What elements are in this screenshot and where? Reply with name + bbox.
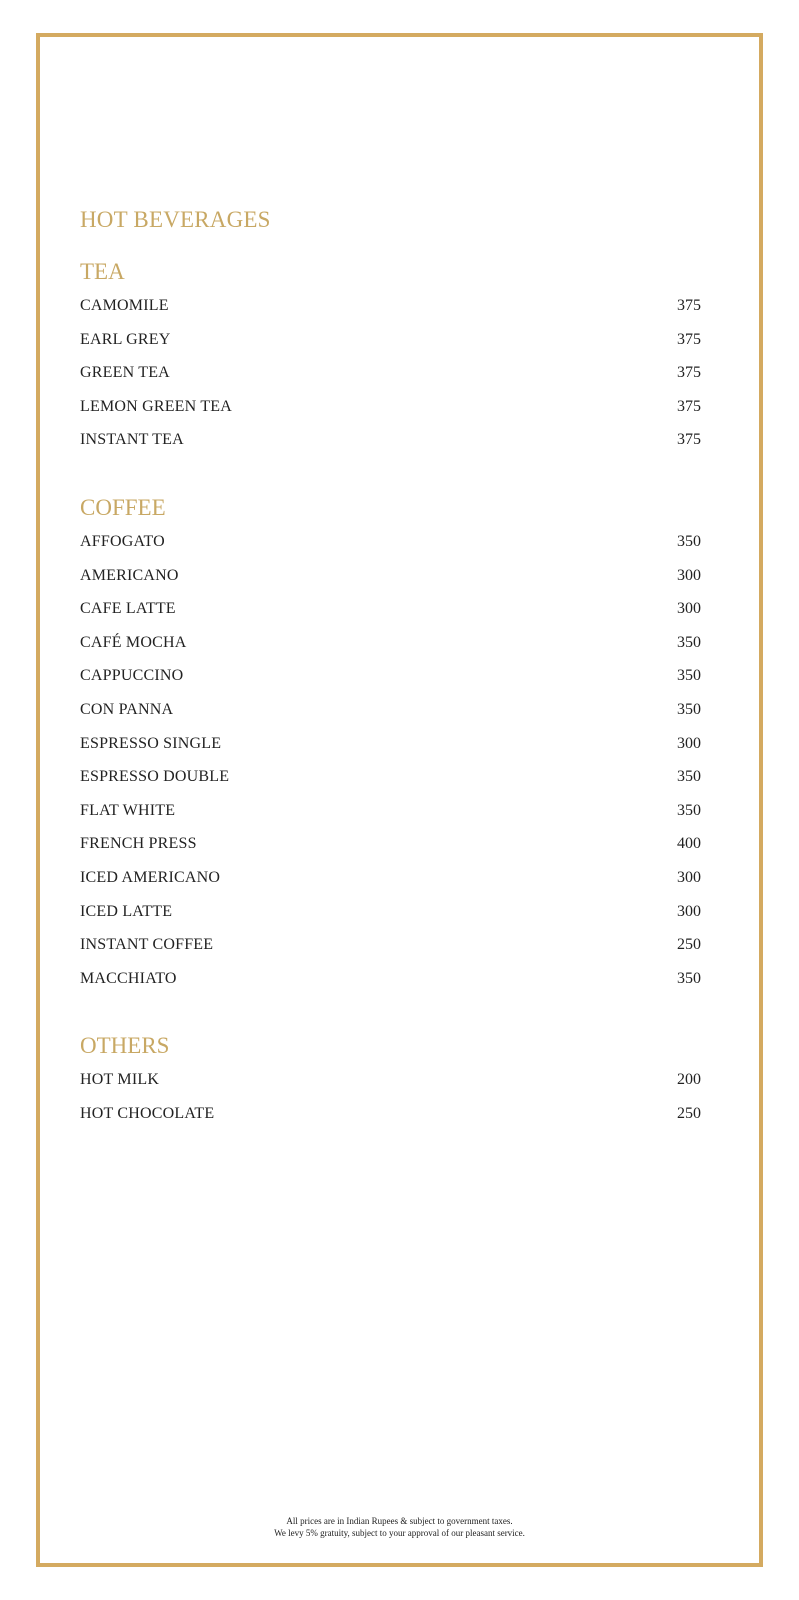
item-price: 350: [677, 532, 701, 550]
item-name: CAPPUCCINO: [80, 667, 184, 685]
item-price: 250: [677, 1104, 701, 1122]
section-coffee: [80, 494, 701, 1002]
item-name: FLAT WHITE: [80, 801, 176, 819]
item-price: 375: [677, 364, 701, 382]
menu-item-hot-milk: [80, 1070, 701, 1104]
menu-item-affogato: [80, 532, 701, 566]
item-price: 375: [677, 397, 701, 415]
item-name: CAFÉ MOCHA: [80, 633, 187, 651]
item-name: CON PANNA: [80, 700, 174, 718]
footer-note: [0, 1515, 799, 1539]
menu-item-instant-coffee: [80, 935, 701, 969]
section-others: [80, 1032, 701, 1137]
item-name: HOT CHOCOLATE: [80, 1104, 215, 1122]
section-title-tea: TEA: [80, 259, 125, 284]
footer-gratuity-note: We levy 5% gratuity, subject to your approval of our pleasant service.: [274, 1528, 525, 1538]
menu-item-french-press: [80, 834, 701, 868]
item-name: AMERICANO: [80, 566, 179, 584]
item-price: 300: [677, 868, 701, 886]
menu-item-camomile: [80, 296, 701, 330]
item-name: ESPRESSO DOUBLE: [80, 768, 230, 786]
menu-item-lemon-green-tea: [80, 397, 701, 431]
item-price: 250: [677, 936, 701, 954]
item-price: 350: [677, 801, 701, 819]
item-price: 300: [677, 734, 701, 752]
item-name: ICED AMERICANO: [80, 868, 221, 886]
item-price: 375: [677, 297, 701, 314]
item-price: 300: [677, 902, 701, 920]
item-price: 200: [677, 1071, 701, 1089]
item-name: ICED LATTE: [80, 902, 173, 920]
section-title-others: OTHERS: [80, 1033, 170, 1059]
item-price: 350: [677, 969, 701, 987]
item-name: CAMOMILE: [80, 297, 169, 314]
menu-item-cappuccino: [80, 666, 701, 700]
menu-item-con-panna: [80, 700, 701, 734]
item-name: LEMON GREEN TEA: [80, 397, 233, 415]
menu-item-cafe-latte: [80, 599, 701, 633]
item-name: HOT MILK: [80, 1071, 160, 1089]
item-name: INSTANT TEA: [80, 431, 184, 449]
menu-item-iced-latte: [80, 902, 701, 936]
menu-item-flat-white: [80, 801, 701, 835]
item-name: INSTANT COFFEE: [80, 936, 214, 954]
item-price: 375: [677, 431, 701, 449]
menu-item-americano: [80, 566, 701, 600]
item-name: ESPRESSO SINGLE: [80, 734, 222, 752]
menu-item-macchiato: [80, 969, 701, 1003]
item-price: 400: [677, 835, 701, 853]
section-title-coffee: COFFEE: [80, 494, 166, 520]
item-name: CAFE LATTE: [80, 600, 176, 618]
item-name: FRENCH PRESS: [80, 835, 197, 853]
menu-item-iced-americano: [80, 868, 701, 902]
item-price: 300: [677, 566, 701, 584]
item-name: MACCHIATO: [80, 969, 177, 987]
item-name: AFFOGATO: [80, 532, 165, 550]
menu-item-earl-grey: [80, 330, 701, 364]
section-tea: [80, 258, 701, 464]
item-price: 350: [677, 700, 701, 718]
menu-content: [80, 206, 701, 1137]
item-price: 350: [677, 667, 701, 685]
menu-item-green-tea: [80, 363, 701, 397]
menu-item-hot-chocolate: [80, 1104, 701, 1138]
item-price: 350: [677, 633, 701, 651]
item-name: GREEN TEA: [80, 364, 170, 382]
item-price: 375: [677, 330, 701, 348]
item-price: 300: [677, 600, 701, 618]
footer-tax-note: All prices are in Indian Rupees & subject to government taxes.: [286, 1516, 513, 1526]
item-price: 350: [677, 768, 701, 786]
menu-item-espresso-single: [80, 734, 701, 768]
menu-item-espresso-double: [80, 767, 701, 801]
menu-item-instant-tea: [80, 430, 701, 464]
item-name: EARL GREY: [80, 330, 171, 348]
menu-item-cafe-mocha: [80, 633, 701, 667]
page-title: HOT BEVERAGES: [80, 207, 271, 232]
